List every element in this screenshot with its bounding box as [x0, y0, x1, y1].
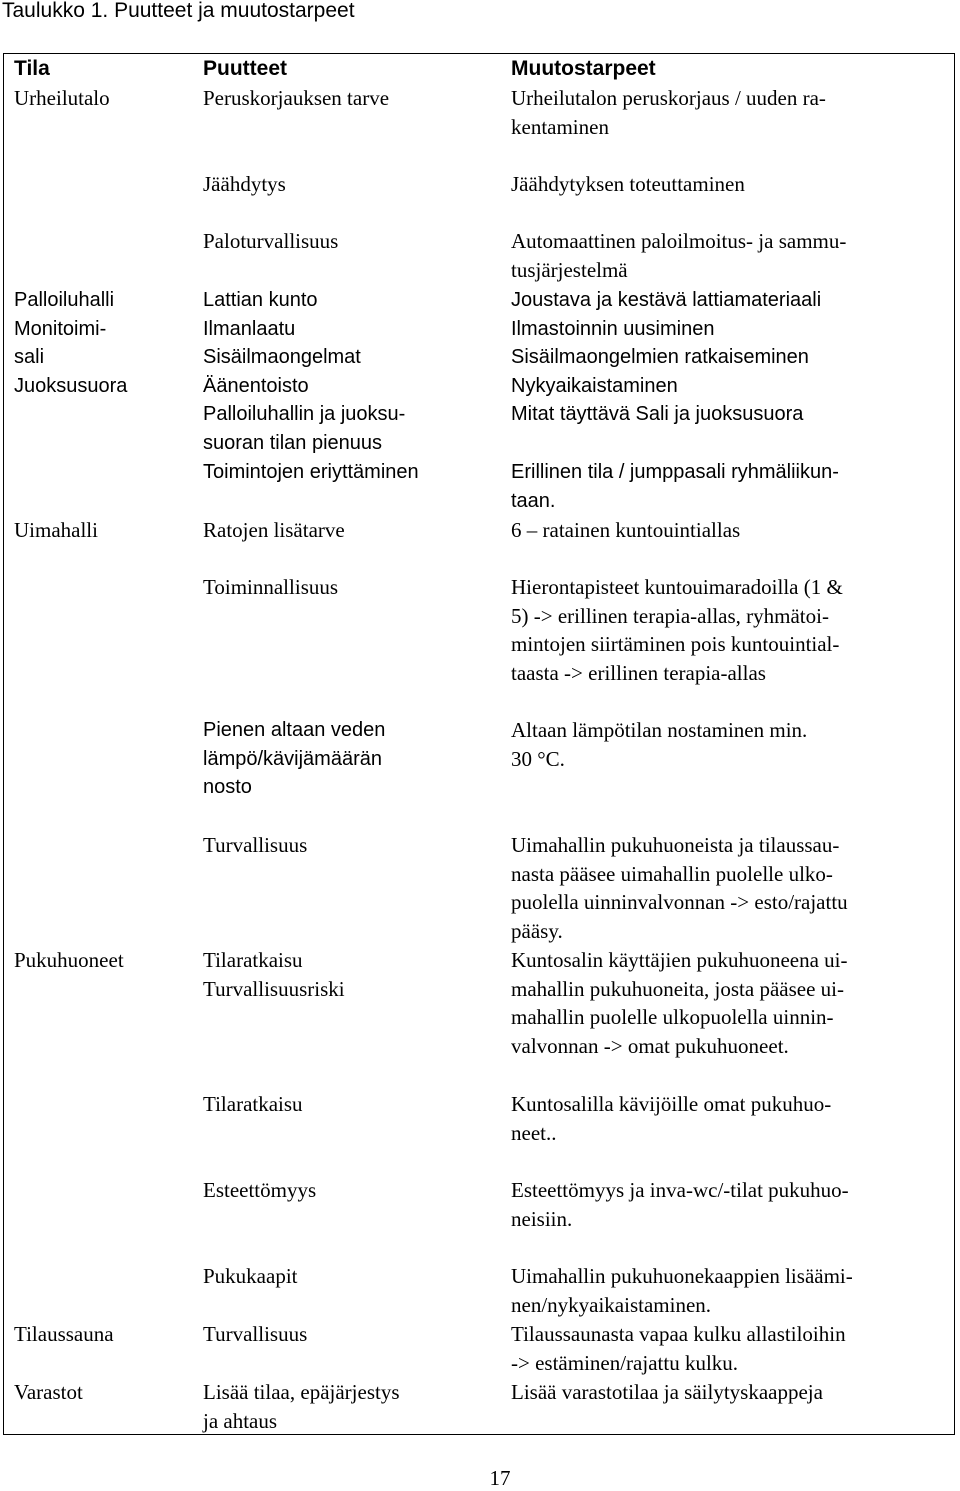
muutos-cell: Lisää varastotilaa ja säilytyskaappeja [511, 1380, 823, 1404]
puute-cell: Pukukaapit [203, 1264, 298, 1288]
puute-cell: Ratojen lisätarve [203, 518, 345, 542]
tila-tilaussauna: Tilaussauna [14, 1322, 114, 1346]
puute-cell: Turvallisuus [203, 833, 308, 857]
table-caption: Taulukko 1. Puutteet ja muutostarpeet [2, 0, 355, 22]
muutos-cell: Uimahallin pukuhuonekaappien lisäämi- nen/nykyaikaistaminen. [511, 1264, 853, 1317]
puute-cell: Esteettömyys [203, 1178, 317, 1202]
muutos-cell: Erillinen tila / jumppasali ryhmäliikun- taan. [511, 461, 839, 512]
header-muutostarpeet: Muutostarpeet [511, 57, 656, 80]
muutos-cell: Kuntosalin käyttäjien pukuhuoneena ui- mahallin pukuhuoneita, josta pääsee ui- mahallin puolelle ulkopuolella uinnin- valvonnan -> omat pukuhuoneet. [511, 948, 848, 1058]
muutos-cell: Kuntosalilla kävijöille omat pukuhuo- neet.. [511, 1092, 832, 1145]
muutos-cell: Jäähdytyksen toteuttaminen [511, 172, 745, 196]
puute-cell: Paloturvallisuus [203, 229, 339, 253]
muutos-cell: Automaattinen paloilmoitus- ja sammu- tusjärjestelmä [511, 229, 847, 282]
muutos-cell: Tilaussaunasta vapaa kulku allastiloihin -> estäminen/rajattu kulku. [511, 1322, 846, 1375]
tila-varastot: Varastot [14, 1380, 83, 1404]
puute-cell: Lisää tilaa, epäjärjestys ja ahtaus [203, 1380, 400, 1433]
muutos-cell: Altaan lämpötilan nostaminen min. 30 °C. [511, 718, 808, 771]
muutos-cell: Urheilutalon peruskorjaus / uuden ra- kentaminen [511, 86, 826, 139]
header-tila: Tila [14, 57, 50, 80]
page-number: 17 [489, 1466, 511, 1490]
header-puutteet: Puutteet [203, 57, 287, 80]
puute-cell: Turvallisuus [203, 1322, 308, 1346]
muutos-cell: Uimahallin pukuhuoneista ja tilaussau- nasta pääsee uimahallin puolelle ulko- puolella uinninvalvonnan -> esto/rajattu pääsy. [511, 833, 848, 943]
puute-cell: Jäähdytys [203, 172, 286, 196]
muutos-cell: Esteettömyys ja inva-wc/-tilat pukuhuo- neisiin. [511, 1178, 849, 1231]
muutos-cell: 6 – ratainen kuntouintiallas [511, 518, 741, 542]
puute-cell: Toiminnallisuus [203, 575, 339, 599]
tila-urheilutalo: Urheilutalo [14, 86, 110, 110]
puute-cell: Tilaratkaisu [203, 1092, 303, 1116]
muutos-cell: Hierontapisteet kuntouimaradoilla (1 & 5) -> erillinen terapia-allas, ryhmätoi- mintojen siirtäminen pois kuntouintial- taasta -> erillinen terapia-allas [511, 575, 843, 685]
puute-cell: Tilaratkaisu Turvallisuusriski [203, 948, 345, 1001]
tila-uimahalli: Uimahalli [14, 518, 98, 542]
puute-cell: Lattian kunto Ilmanlaatu Sisäilmaongelmat Äänentoisto Palloiluhallin ja juoksu- suoran tilan pienuus Toimintojen eriyttäminen [203, 289, 419, 483]
puute-cell: Pienen altaan veden lämpö/kävijämäärän nosto [203, 719, 386, 799]
puute-cell: Peruskorjauksen tarve [203, 86, 390, 110]
muutos-cell: Joustava ja kestävä lattiamateriaali Ilmastoinnin uusiminen Sisäilmaongelmien ratkaiseminen Nykyaikaistaminen Mitat täyttävä Sali ja juoksusuora [511, 289, 822, 426]
tila-palloiluhalli: Palloiluhalli Monitoimi- sali Juoksusuora [14, 289, 128, 397]
tila-pukuhuoneet: Pukuhuoneet [14, 948, 124, 972]
